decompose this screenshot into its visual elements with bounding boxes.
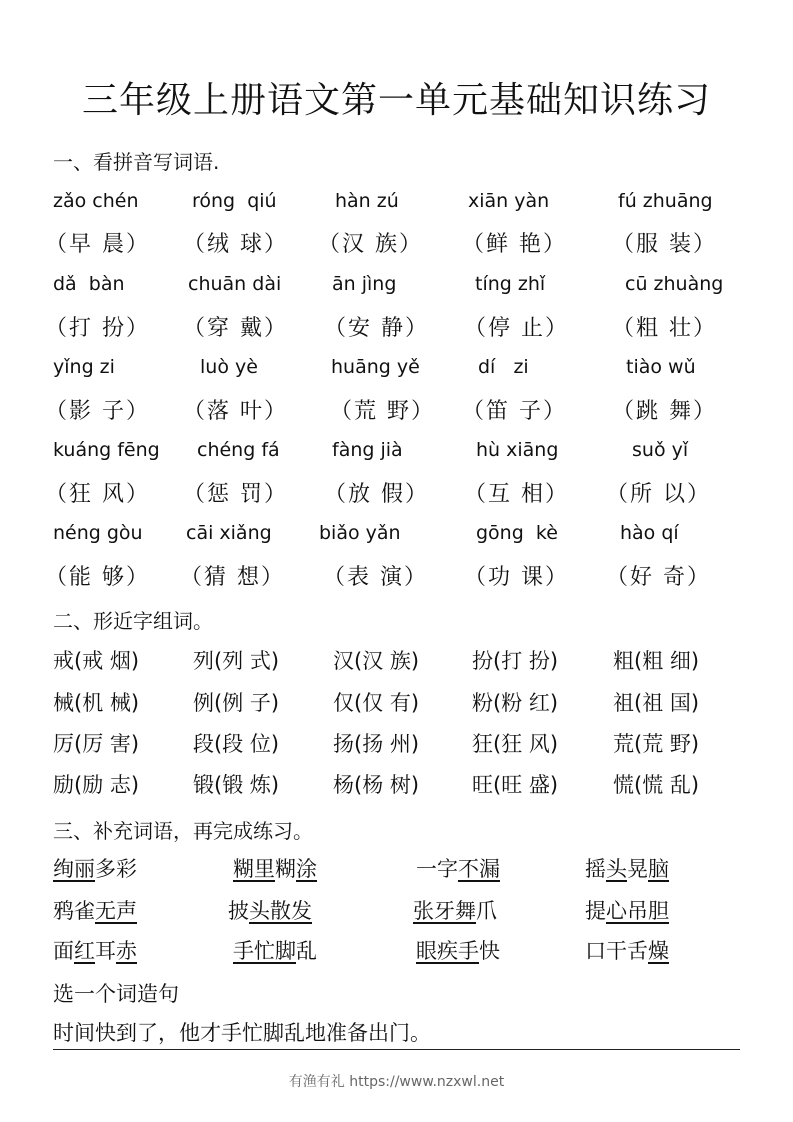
pinyin: chéng fá xyxy=(197,439,280,461)
word-group: 厉(厉 害) xyxy=(53,732,140,756)
word-group: 例(例 子) xyxy=(193,691,280,715)
word-group: 列(列 式) xyxy=(193,649,280,673)
page-title: 三年级上册语文第一单元基础知识练习 xyxy=(81,80,711,121)
answer: （功 课） xyxy=(464,565,569,590)
pinyin: yǐng zi xyxy=(53,356,115,378)
word-group: 扮(打 扮) xyxy=(472,649,559,673)
idiom: 鸦雀无声 xyxy=(53,899,137,923)
answer: （表 演） xyxy=(323,565,428,590)
idiom: 披头散发 xyxy=(228,899,312,923)
pinyin: hù xiāng xyxy=(476,439,559,461)
idiom: 糊里糊涂 xyxy=(233,857,317,881)
pinyin: suǒ yǐ xyxy=(632,439,689,461)
example-sentence: 时间快到了，他才手忙脚乱地准备出门。 xyxy=(53,1017,740,1050)
answer: （穿 戴） xyxy=(183,316,288,341)
word-group: 仅(仅 有) xyxy=(333,691,420,715)
answer: （能 够） xyxy=(45,565,150,590)
idiom: 眼疾手快 xyxy=(416,939,500,963)
pinyin: fú zhuāng xyxy=(618,190,713,212)
pinyin: chuān dài xyxy=(188,273,282,295)
pinyin: huāng yě xyxy=(331,356,420,378)
pinyin: hào qí xyxy=(620,522,679,544)
word-group: 粗(粗 细) xyxy=(613,649,700,673)
answer: （安 静） xyxy=(324,316,429,341)
sentence-heading: 选一个词造句 xyxy=(53,982,179,1006)
answer: （粗 壮） xyxy=(612,316,717,341)
section2-heading: 二、形近字组词。 xyxy=(53,609,213,633)
answer: （狂 风） xyxy=(45,482,150,507)
idiom: 面红耳赤 xyxy=(53,939,137,963)
idiom: 提心吊胆 xyxy=(585,899,669,923)
word-group: 械(机 械) xyxy=(53,691,140,715)
answer: （鲜 艳） xyxy=(462,232,567,257)
section1-heading: 一、看拼音写词语. xyxy=(53,150,220,174)
idiom: 口干舌燥 xyxy=(585,939,669,963)
pinyin: kuáng fēng xyxy=(53,439,160,461)
answer: （互 相） xyxy=(464,482,569,507)
pinyin: cāi xiǎng xyxy=(186,522,272,544)
pinyin: zǎo chén xyxy=(53,190,139,212)
answer: （早 晨） xyxy=(45,232,150,257)
footer-watermark: 有渔有礼 https://www.nzxwl.net xyxy=(288,1074,505,1090)
idiom: 一字不漏 xyxy=(416,857,500,881)
answer: （打 扮） xyxy=(45,316,150,341)
answer: （停 止） xyxy=(464,316,569,341)
pinyin: hàn zú xyxy=(335,190,399,212)
section3-heading: 三、补充词语，再完成练习。 xyxy=(53,819,313,843)
pinyin: fàng jià xyxy=(332,439,403,461)
pinyin: tiào wǔ xyxy=(626,356,696,378)
word-group: 段(段 位) xyxy=(193,732,280,756)
answer: （汉 族） xyxy=(318,232,423,257)
pinyin: cū zhuàng xyxy=(625,273,724,295)
answer: （跳 舞） xyxy=(612,399,717,424)
pinyin: gōng kè xyxy=(476,522,558,544)
pinyin: néng gòu xyxy=(53,522,143,544)
answer: （绒 球） xyxy=(183,232,288,257)
word-group: 戒(戒 烟) xyxy=(53,649,140,673)
answer: （荒 野） xyxy=(330,399,435,424)
word-group: 狂(狂 风) xyxy=(472,732,559,756)
pinyin: dǎ bàn xyxy=(53,273,125,295)
pinyin: ān jìng xyxy=(332,273,397,295)
answer: （笛 子） xyxy=(462,399,567,424)
answer: （放 假） xyxy=(324,482,429,507)
word-group: 锻(锻 炼) xyxy=(193,773,280,797)
idiom: 绚丽多彩 xyxy=(53,857,137,881)
answer: （落 叶） xyxy=(183,399,288,424)
word-group: 扬(扬 州) xyxy=(333,732,420,756)
idiom: 摇头晃脑 xyxy=(585,857,669,881)
word-group: 汉(汉 族) xyxy=(333,649,420,673)
answer: （影 子） xyxy=(45,399,150,424)
pinyin: luò yè xyxy=(200,356,258,378)
pinyin: dí zi xyxy=(478,356,529,378)
word-group: 励(励 志) xyxy=(53,773,140,797)
word-group: 旺(旺 盛) xyxy=(472,773,559,797)
idiom: 张牙舞爪 xyxy=(413,899,497,923)
answer: （惩 罚） xyxy=(183,482,288,507)
pinyin: biǎo yǎn xyxy=(319,522,401,544)
word-group: 杨(杨 树) xyxy=(333,773,420,797)
pinyin: xiān yàn xyxy=(468,190,550,212)
word-group: 荒(荒 野) xyxy=(613,732,700,756)
answer: （好 奇） xyxy=(606,565,711,590)
answer: （服 装） xyxy=(612,232,717,257)
idiom: 手忙脚乱 xyxy=(233,939,317,963)
word-group: 粉(粉 红) xyxy=(472,691,559,715)
pinyin: tíng zhǐ xyxy=(475,273,546,295)
word-group: 祖(祖 国) xyxy=(613,691,700,715)
word-group: 慌(慌 乱) xyxy=(613,773,700,797)
answer: （所 以） xyxy=(606,482,711,507)
pinyin: róng qiú xyxy=(192,190,277,212)
answer: （猜 想） xyxy=(180,565,285,590)
